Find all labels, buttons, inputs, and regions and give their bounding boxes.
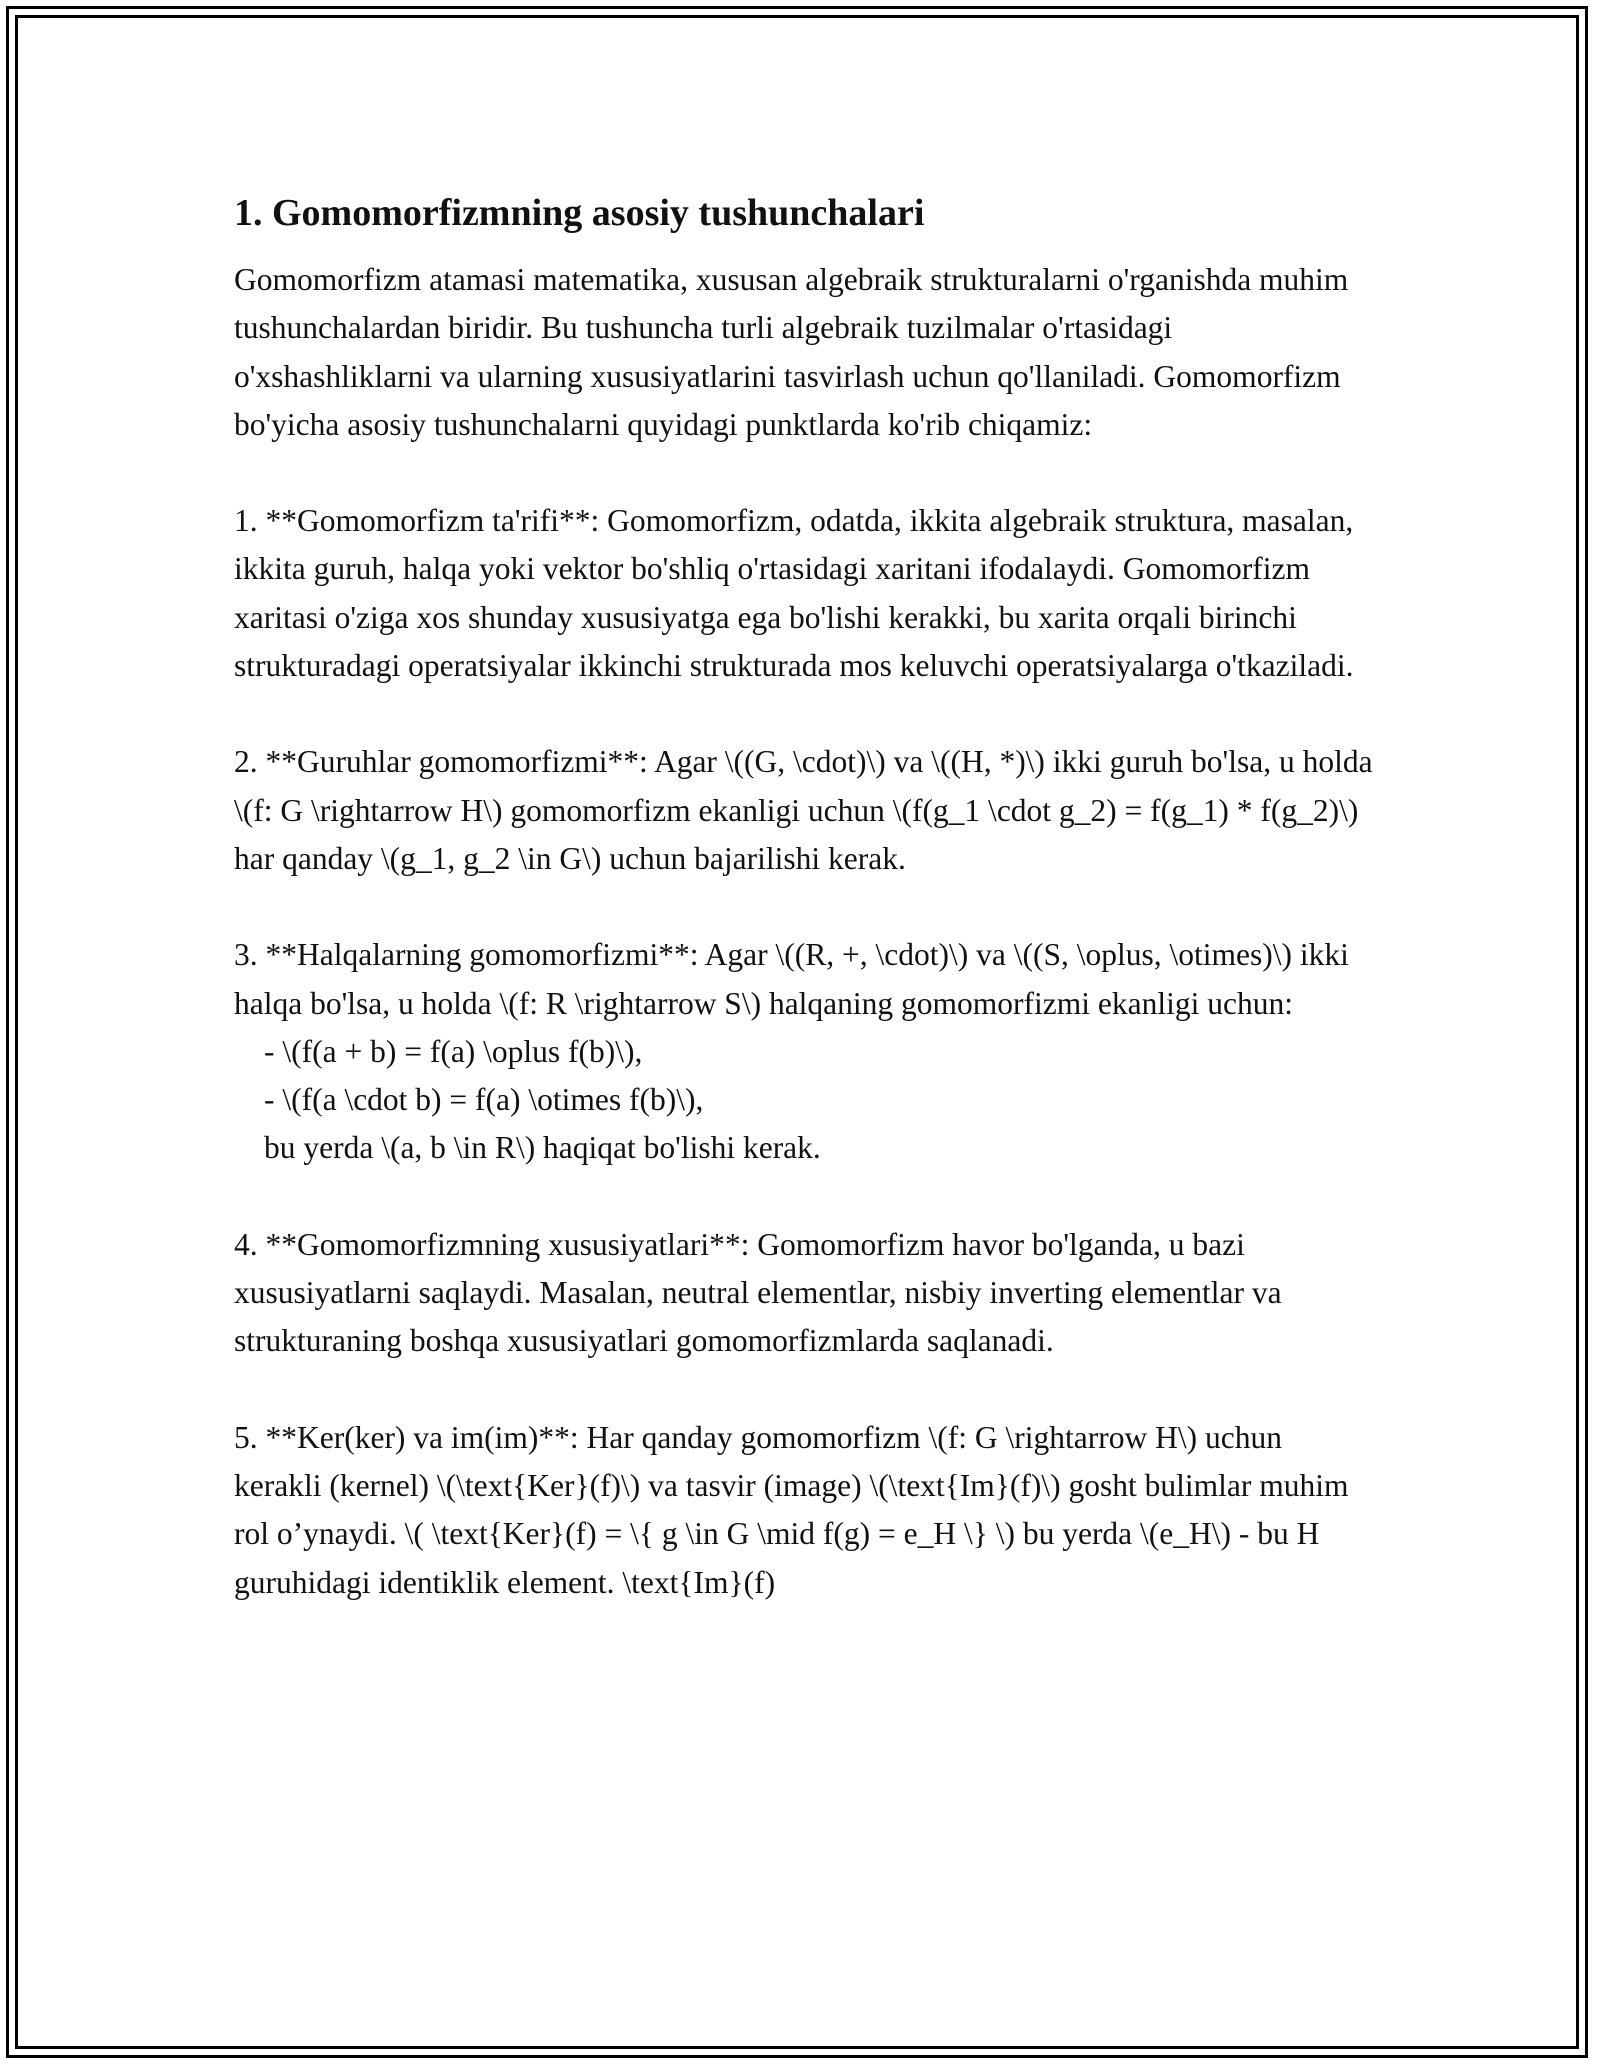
- intro-paragraph: Gomomorfizm atamasi matematika, xususan algebraik strukturalarni o'rganishda muhim tushunchalardan biridir. Bu tushuncha turli algebraik tuzilmalar o'rtasidagi o'xshashliklarni va ularning xususiyatlarini tasvirlash uchun qo'llaniladi. Gomomorfizm bo'yicha asosiy tushunchalarni quyidagi punktlarda ko'rib chiqamiz:: [234, 262, 1357, 442]
- list-item-group-homomorphism: 2. **Guruhlar gomomorfizmi**: Agar \((G, \cdot)\) va \((H, *)\) ikki guruh bo'lsa, u holda \(f: G \rightarrow H\) gomomorfizm ekanligi uchun \(f(g_1 \cdot g_2) = f(g_1) * f(g_2)\) har qanday \(g_1, g_2 \in G\) uchun bajarilishi kerak.: [234, 744, 1381, 876]
- list-item-ring-homomorphism: [234, 931, 1374, 1172]
- section-heading: 1. Gomomorfizmning asosiy tushunchalari: [234, 192, 925, 234]
- ring-homomorphism-text: 3. **Halqalarning gomomorfizmi**: Agar \((R, +, \cdot)\) va \((S, \oplus, \otimes)\) ikki halqa bo'lsa, u holda \(f: R \rightarrow S\) halqaning gomomorfizmi ekanligi uchun:: [234, 937, 1357, 1021]
- list-item-definition: 1. **Gomomorfizm ta'rifi**: Gomomorfizm, odatda, ikkita algebraik struktura, masalan, ikkita guruh, halqa yoki vektor bo'shliq o'rtasidagi xaritani ifodalaydi. Gomomorfizm xaritasi o'ziga xos shunday xususiyatga ega bo'lishi kerakki, bu xarita orqali birinchi strukturadagi operatsiyalar ikkinchi strukturada mos keluvchi operatsiyalarga o'tkaziladi.: [234, 503, 1362, 684]
- list-item-kernel-image: 5. **Ker(ker) va im(im)**: Har qanday gomomorfizm \(f: G \rightarrow H\) uchun kerakli (kernel) \(\text{Ker}(f)\) va tasvir (image) \(\text{Im}(f)\) gosht bulimlar muhim rol o’ynaydi. \( \text{Ker}(f) = \{ g \in G \mid f(g) = e_H \} \) bu yerda \(e_H\) - bu H guruhidagi identiklik element. \text{Im}(f): [234, 1419, 1357, 1600]
- ring-condition-note: bu yerda \(a, b \in R\) haqiqat bo'lishi kerak.: [264, 1130, 821, 1166]
- list-item-properties: 4. **Gomomorfizmning xususiyatlari**: Gomomorfizm havor bo'lganda, u bazi xususiyatlarni saqlaydi. Masalan, neutral elementlar, nisbiy inverting elementlar va strukturaning boshqa xususiyatlari gomomorfizmlarda saqlanadi.: [234, 1226, 1290, 1359]
- ring-condition-addition: - \(f(a + b) = f(a) \oplus f(b)\),: [264, 1033, 643, 1069]
- ring-condition-multiplication: - \(f(a \cdot b) = f(a) \otimes f(b)\),: [264, 1082, 704, 1118]
- document-body: [234, 188, 1381, 1607]
